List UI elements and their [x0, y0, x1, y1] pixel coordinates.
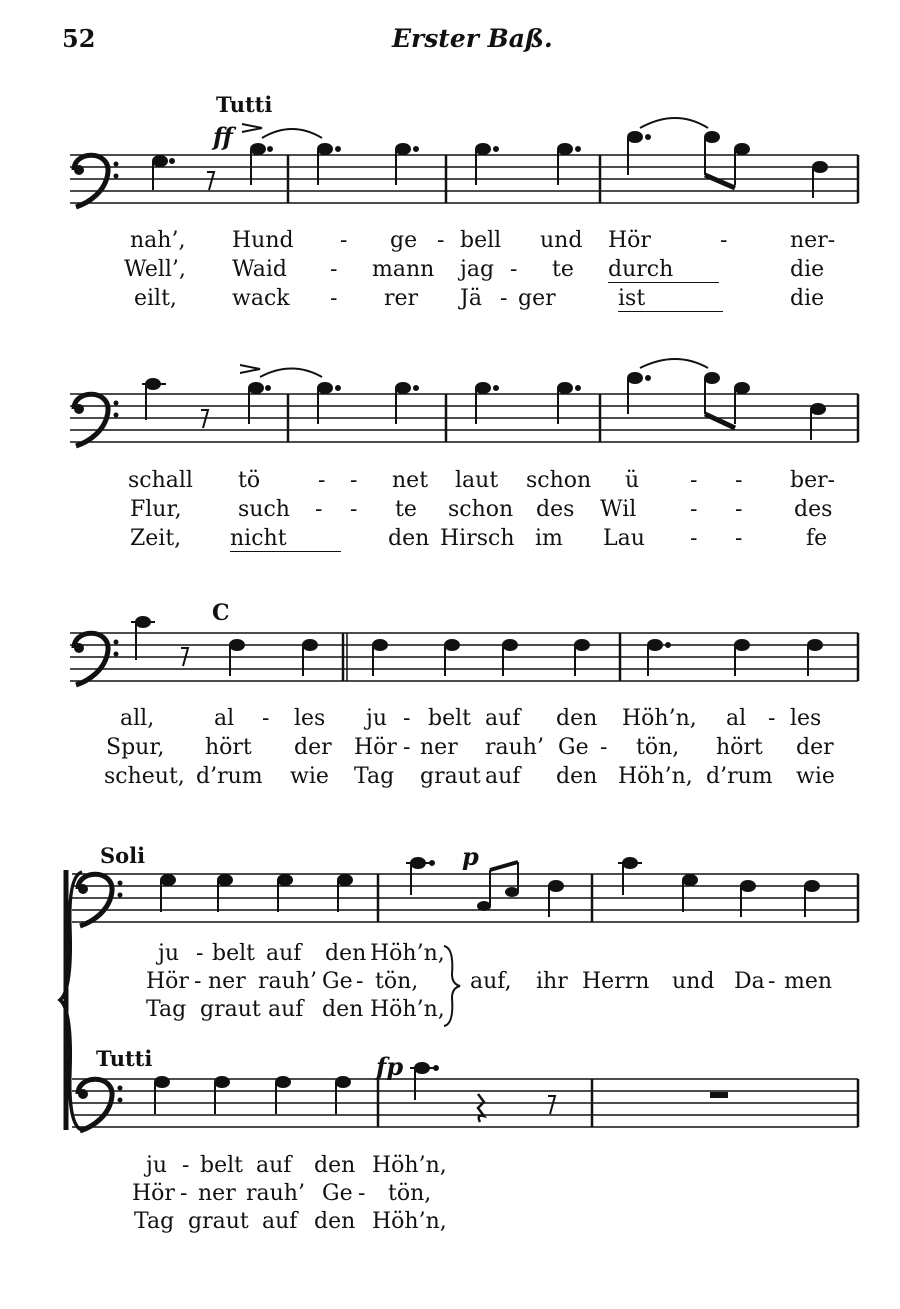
lyric-hyphen: - [600, 735, 608, 760]
lyric-word: Da [734, 969, 765, 994]
lyric-hyphen: - [735, 526, 743, 551]
lyric-word: auf [256, 1153, 292, 1178]
lyric-word: rer [384, 286, 419, 311]
lyric-word: ü [625, 468, 640, 493]
lyric-hyphen: - [768, 706, 776, 731]
lyric-hyphen: - [690, 526, 698, 551]
lyric-hyphen: - [196, 941, 204, 966]
lyric-word: Tag [354, 764, 395, 789]
lyric-word: Höh’n, [372, 1209, 447, 1234]
lyric-hyphen: - [735, 468, 743, 493]
lyric-hyphen: - [194, 969, 202, 994]
lyric-word: men [784, 969, 833, 994]
lyric-hyphen: - [315, 497, 323, 522]
lyric-hyphen: - [768, 969, 776, 994]
lyric-hyphen: - [330, 286, 338, 311]
lyric-word: ist [618, 286, 723, 312]
lyric-hyphen: - [510, 257, 518, 282]
lyric-word: schon [526, 468, 592, 493]
lyric-word: des [794, 497, 833, 522]
lyric-hyphen: - [358, 1181, 366, 1206]
lyric-word: ner- [790, 228, 836, 253]
lyric-word: auf [262, 1209, 298, 1234]
lyric-word: ju [366, 706, 387, 731]
lyric-word: schall [128, 468, 193, 493]
lyric-word: nicht [230, 526, 341, 552]
lyric-hyphen: - [180, 1181, 188, 1206]
lyric-word: tön, [375, 969, 419, 994]
lyric-word: Lau [603, 526, 645, 551]
lyric-hyphen: - [437, 228, 445, 253]
lyric-word: den [322, 997, 364, 1022]
lyric-word: eilt, [134, 286, 177, 311]
lyric-hyphen: - [318, 468, 326, 493]
lyric-word: tön, [388, 1181, 432, 1206]
soli-marking: Soli [100, 843, 146, 868]
lyric-word: Ge [322, 1181, 353, 1206]
lyric-word: Höh’n, [370, 997, 445, 1022]
lyric-word: al [726, 706, 747, 731]
lyric-word: te [552, 257, 574, 282]
lyric-word: hört [716, 735, 763, 760]
lyric-word: ihr [536, 969, 568, 994]
lyric-word: wie [290, 764, 329, 789]
lyric-hyphen: - [262, 706, 270, 731]
lyric-word: ju [158, 941, 179, 966]
lyric-hyphen: - [356, 969, 364, 994]
lyric-word: Wil [600, 497, 637, 522]
lyric-word: graut [188, 1209, 249, 1234]
lyric-word: fe [806, 526, 828, 551]
lyric-word: Höh’n, [622, 706, 697, 731]
lyric-word: ge [390, 228, 418, 253]
lyric-word: mann [372, 257, 435, 282]
lyric-word: Zeit, [130, 526, 182, 551]
lyric-word: den [325, 941, 367, 966]
lyric-word: auf, [470, 969, 512, 994]
lyric-hyphen: - [403, 735, 411, 760]
lyric-word: Hör [132, 1181, 175, 1206]
lyric-hyphen: - [403, 706, 411, 731]
lyric-word: ner [198, 1181, 236, 1206]
lyric-word: Jä [460, 286, 482, 311]
tutti-marking: Tutti [216, 92, 273, 117]
lyric-word: wie [796, 764, 835, 789]
lyric-word: auf [485, 706, 521, 731]
lyric-word: d’rum [706, 764, 773, 789]
lyric-word: Höh’n, [372, 1153, 447, 1178]
lyric-hyphen: - [720, 228, 728, 253]
lyric-word: den [556, 706, 598, 731]
lyric-word: Höh’n, [618, 764, 693, 789]
bass-clef-icon [78, 874, 123, 926]
lyric-hyphen: - [350, 497, 358, 522]
lyric-word: Herrn [582, 969, 650, 994]
lyric-word: les [294, 706, 326, 731]
tutti-lyrics-verse-1 [0, 1153, 900, 1183]
lyric-word: und [540, 228, 583, 253]
lyric-word: der [294, 735, 332, 760]
lyric-word: al [214, 706, 235, 731]
lyric-word: belt [200, 1153, 243, 1178]
lyric-hyphen: - [182, 1153, 190, 1178]
lyric-word: Hirsch [440, 526, 515, 551]
lyric-word: all, [120, 706, 155, 731]
lyric-hyphen: - [690, 497, 698, 522]
lyric-word: belt [428, 706, 471, 731]
lyric-word: Ge [558, 735, 589, 760]
lyric-word: hört [205, 735, 252, 760]
lyric-word: Ge [322, 969, 353, 994]
lyric-word: Hör [608, 228, 651, 253]
lyric-word: den [388, 526, 430, 551]
lyric-word: nah’, [130, 228, 186, 253]
lyric-word: rauh’ [485, 735, 544, 760]
lyric-word: ger [518, 286, 556, 311]
lyric-word: jag [460, 257, 495, 282]
lyric-word: ner [208, 969, 246, 994]
lyric-hyphen: - [350, 468, 358, 493]
tutti-marking-2: Tutti [96, 1046, 153, 1071]
lyric-word: ju [146, 1153, 167, 1178]
lyric-word: such [238, 497, 290, 522]
lyric-hyphen: - [340, 228, 348, 253]
lyric-word: les [790, 706, 822, 731]
lyric-word: ber- [790, 468, 836, 493]
tutti-lyrics-verse-2 [0, 1181, 900, 1211]
lyric-word: tön, [636, 735, 680, 760]
lyric-word: die [790, 257, 825, 282]
lyric-word: des [536, 497, 575, 522]
lyric-word: scheut, [104, 764, 185, 789]
lyric-word: auf [266, 941, 302, 966]
fortissimo-marking: ff [213, 122, 233, 151]
tutti-lyrics-verse-3 [0, 1209, 900, 1239]
part-title: Erster Baß. [392, 24, 553, 53]
lyric-word: rauh’ [258, 969, 317, 994]
lyric-word: bell [460, 228, 502, 253]
lyric-word: graut [200, 997, 261, 1022]
fortepiano-marking: fp [376, 1052, 404, 1081]
lyric-word: und [672, 969, 715, 994]
lyric-hyphen: - [735, 497, 743, 522]
soli-continuation-lyrics [0, 969, 900, 999]
lyric-word: rauh’ [246, 1181, 305, 1206]
lyric-word: net [392, 468, 429, 493]
lyric-hyphen: - [330, 257, 338, 282]
lyric-word: Flur, [130, 497, 182, 522]
lyric-word: der [796, 735, 834, 760]
lyric-word: Tag [146, 997, 187, 1022]
lyric-word: Waid [232, 257, 287, 282]
lyric-word: im [535, 526, 563, 551]
lyric-word: Hund [232, 228, 294, 253]
lyric-word: d’rum [196, 764, 263, 789]
lyric-word: auf [268, 997, 304, 1022]
lyric-word: auf [485, 764, 521, 789]
lyric-word: schon [448, 497, 514, 522]
lyric-word: graut [420, 764, 481, 789]
lyric-word: durch [608, 257, 719, 283]
lyric-word: den [556, 764, 598, 789]
piano-marking: p [462, 842, 479, 871]
lyric-word: Well’, [124, 257, 186, 282]
lyric-word: den [314, 1153, 356, 1178]
lyric-word: ner [420, 735, 458, 760]
lyric-word: Tag [134, 1209, 175, 1234]
lyric-word: Spur, [106, 735, 165, 760]
lyric-word: Hör [146, 969, 189, 994]
lyric-word: te [395, 497, 417, 522]
lyric-word: die [790, 286, 825, 311]
page-number: 52 [62, 24, 96, 53]
lyric-word: laut [455, 468, 499, 493]
lyric-word: belt [212, 941, 255, 966]
lyric-hyphen: - [500, 286, 508, 311]
lyric-hyphen: - [690, 468, 698, 493]
lyric-word: Hör [354, 735, 397, 760]
bass-clef-icon [78, 1079, 123, 1131]
lyric-word: den [314, 1209, 356, 1234]
lyric-word: Höh’n, [370, 941, 445, 966]
lyric-word: wack [232, 286, 290, 311]
rehearsal-letter-c: C [212, 600, 230, 626]
lyric-word: tö [238, 468, 261, 493]
